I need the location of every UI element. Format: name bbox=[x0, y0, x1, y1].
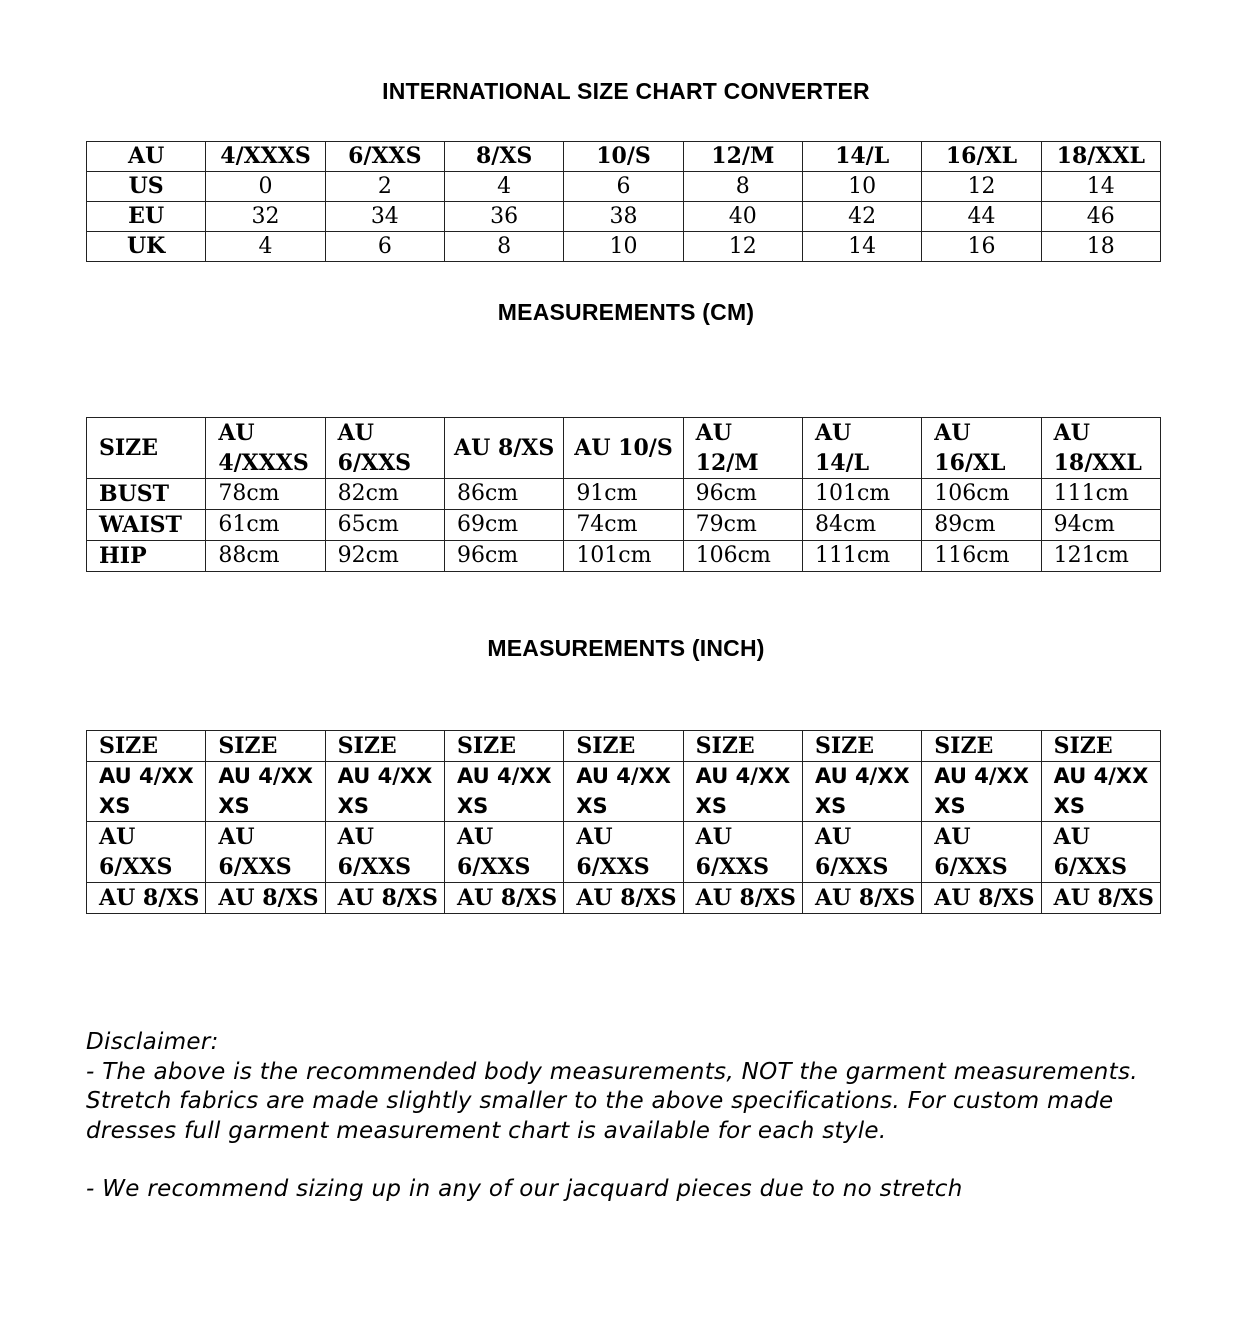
size-cell: 14 bbox=[802, 232, 921, 262]
size-cell: 18/XXL bbox=[1041, 142, 1160, 172]
cm-header-cell: SIZE bbox=[87, 418, 206, 479]
region-label-cell: UK bbox=[87, 232, 206, 262]
size-cell: 8 bbox=[683, 172, 802, 202]
measurement-value-cell: 111cm bbox=[1041, 479, 1160, 510]
disclaimer-paragraph-2: - We recommend sizing up in any of our jacquard pieces due to no stretch bbox=[86, 1176, 963, 1202]
converter-title: INTERNATIONAL SIZE CHART CONVERTER bbox=[382, 78, 870, 104]
measurement-value-cell: 84cm bbox=[802, 510, 921, 541]
inch-table-body bbox=[87, 731, 1161, 914]
inch-cell: AU 8/XS bbox=[325, 883, 444, 914]
measurement-value-cell: 96cm bbox=[683, 479, 802, 510]
converter-row bbox=[87, 232, 1161, 262]
inch-cell: SIZE bbox=[564, 731, 683, 762]
size-cell: 0 bbox=[206, 172, 325, 202]
cm-data-row bbox=[87, 479, 1161, 510]
size-cell: 10 bbox=[802, 172, 921, 202]
measurements-cm-title: MEASUREMENTS (CM) bbox=[497, 299, 755, 325]
inch-cell: SIZE bbox=[206, 731, 325, 762]
disclaimer-paragraph-1: - The above is the recommended body measurements, NOT the garment measurements. Stretch fabrics are made slightly smaller to the above specifications. For custom made dresses full garment measurement chart is available for each style. bbox=[86, 1058, 1138, 1144]
inch-cell: AU 8/XS bbox=[87, 883, 206, 914]
cm-header-cell: AU 6/XXS bbox=[325, 418, 444, 479]
inch-cell: AU 8/XS bbox=[802, 883, 921, 914]
size-cell: 6/XXS bbox=[325, 142, 444, 172]
inch-cell: AU 6/XXS bbox=[922, 822, 1041, 883]
disclaimer-heading: Disclaimer: bbox=[86, 1029, 219, 1055]
converter-row bbox=[87, 202, 1161, 232]
measurement-value-cell: 74cm bbox=[564, 510, 683, 541]
inch-cell: AU 6/XXS bbox=[802, 822, 921, 883]
size-cell: 46 bbox=[1041, 202, 1160, 232]
cm-header-cell: AU 4/XXXS bbox=[206, 418, 325, 479]
inch-cell: AU 8/XS bbox=[444, 883, 563, 914]
measurements-cm-table bbox=[86, 417, 1161, 572]
size-cell: 34 bbox=[325, 202, 444, 232]
measurement-value-cell: 111cm bbox=[802, 541, 921, 572]
measurement-value-cell: 116cm bbox=[922, 541, 1041, 572]
cm-header-cell: AU 12/M bbox=[683, 418, 802, 479]
inch-cell: AU 4/XXXS bbox=[683, 762, 802, 822]
inch-cell: AU 4/XXXS bbox=[564, 762, 683, 822]
measurement-label-cell: BUST bbox=[87, 479, 206, 510]
inch-row bbox=[87, 822, 1161, 883]
measurements-inch-title: MEASUREMENTS (INCH) bbox=[487, 635, 765, 661]
size-cell: 14/L bbox=[802, 142, 921, 172]
inch-cell: AU 6/XXS bbox=[206, 822, 325, 883]
inch-cell: AU 4/XXXS bbox=[922, 762, 1041, 822]
size-cell: 16/XL bbox=[922, 142, 1041, 172]
region-label-cell: US bbox=[87, 172, 206, 202]
measurement-label-cell: HIP bbox=[87, 541, 206, 572]
inch-cell: AU 6/XXS bbox=[683, 822, 802, 883]
measurement-value-cell: 94cm bbox=[1041, 510, 1160, 541]
measurement-value-cell: 91cm bbox=[564, 479, 683, 510]
size-cell: 8/XS bbox=[444, 142, 563, 172]
measurement-value-cell: 101cm bbox=[802, 479, 921, 510]
inch-cell: AU 8/XS bbox=[1041, 883, 1160, 914]
size-cell: 10/S bbox=[564, 142, 683, 172]
inch-cell: AU 6/XXS bbox=[444, 822, 563, 883]
inch-row bbox=[87, 731, 1161, 762]
measurement-value-cell: 101cm bbox=[564, 541, 683, 572]
inch-cell: SIZE bbox=[922, 731, 1041, 762]
measurement-value-cell: 82cm bbox=[325, 479, 444, 510]
size-cell: 6 bbox=[564, 172, 683, 202]
measurement-value-cell: 69cm bbox=[444, 510, 563, 541]
measurement-value-cell: 106cm bbox=[683, 541, 802, 572]
size-cell: 16 bbox=[922, 232, 1041, 262]
size-cell: 36 bbox=[444, 202, 563, 232]
size-cell: 42 bbox=[802, 202, 921, 232]
inch-cell: SIZE bbox=[87, 731, 206, 762]
converter-row bbox=[87, 142, 1161, 172]
inch-cell: SIZE bbox=[1041, 731, 1160, 762]
inch-row bbox=[87, 883, 1161, 914]
inch-cell: AU 4/XXXS bbox=[802, 762, 921, 822]
size-cell: 2 bbox=[325, 172, 444, 202]
region-label-cell: AU bbox=[87, 142, 206, 172]
inch-cell: AU 4/XXXS bbox=[444, 762, 563, 822]
size-cell: 44 bbox=[922, 202, 1041, 232]
size-cell: 4 bbox=[444, 172, 563, 202]
inch-cell: SIZE bbox=[325, 731, 444, 762]
measurement-value-cell: 65cm bbox=[325, 510, 444, 541]
inch-cell: AU 8/XS bbox=[206, 883, 325, 914]
inch-cell: AU 4/XXXS bbox=[325, 762, 444, 822]
measurement-value-cell: 121cm bbox=[1041, 541, 1160, 572]
inch-cell: AU 4/XXXS bbox=[206, 762, 325, 822]
measurement-value-cell: 78cm bbox=[206, 479, 325, 510]
size-cell: 12 bbox=[922, 172, 1041, 202]
size-cell: 40 bbox=[683, 202, 802, 232]
converter-table-body bbox=[87, 142, 1161, 262]
inch-row bbox=[87, 762, 1161, 822]
cm-header-row bbox=[87, 418, 1161, 479]
measurement-value-cell: 92cm bbox=[325, 541, 444, 572]
region-label-cell: EU bbox=[87, 202, 206, 232]
size-cell: 6 bbox=[325, 232, 444, 262]
size-cell: 4/XXXS bbox=[206, 142, 325, 172]
measurement-value-cell: 86cm bbox=[444, 479, 563, 510]
size-cell: 8 bbox=[444, 232, 563, 262]
inch-cell: AU 4/XXXS bbox=[1041, 762, 1160, 822]
size-cell: 32 bbox=[206, 202, 325, 232]
measurement-value-cell: 79cm bbox=[683, 510, 802, 541]
size-cell: 12/M bbox=[683, 142, 802, 172]
cm-header-cell: AU 8/XS bbox=[444, 418, 563, 479]
measurement-label-cell: WAIST bbox=[87, 510, 206, 541]
cm-header-cell: AU 18/XXL bbox=[1041, 418, 1160, 479]
measurement-value-cell: 106cm bbox=[922, 479, 1041, 510]
inch-cell: AU 8/XS bbox=[922, 883, 1041, 914]
inch-cell: AU 6/XXS bbox=[87, 822, 206, 883]
cm-header-cell: AU 14/L bbox=[802, 418, 921, 479]
disclaimer bbox=[86, 1028, 1206, 1205]
size-converter-table bbox=[86, 141, 1161, 262]
size-cell: 10 bbox=[564, 232, 683, 262]
cm-table-body bbox=[87, 418, 1161, 572]
cm-data-row bbox=[87, 541, 1161, 572]
size-cell: 4 bbox=[206, 232, 325, 262]
inch-cell: AU 4/XXXS bbox=[87, 762, 206, 822]
inch-cell: AU 8/XS bbox=[564, 883, 683, 914]
size-cell: 18 bbox=[1041, 232, 1160, 262]
measurement-value-cell: 89cm bbox=[922, 510, 1041, 541]
inch-cell: SIZE bbox=[444, 731, 563, 762]
size-cell: 38 bbox=[564, 202, 683, 232]
measurements-inch-table bbox=[86, 730, 1161, 914]
measurement-value-cell: 61cm bbox=[206, 510, 325, 541]
size-cell: 14 bbox=[1041, 172, 1160, 202]
inch-cell: SIZE bbox=[683, 731, 802, 762]
cm-header-cell: AU 16/XL bbox=[922, 418, 1041, 479]
inch-cell: AU 6/XXS bbox=[325, 822, 444, 883]
inch-cell: AU 8/XS bbox=[683, 883, 802, 914]
converter-row bbox=[87, 172, 1161, 202]
measurement-value-cell: 96cm bbox=[444, 541, 563, 572]
cm-data-row bbox=[87, 510, 1161, 541]
inch-cell: AU 6/XXS bbox=[564, 822, 683, 883]
inch-cell: SIZE bbox=[802, 731, 921, 762]
measurement-value-cell: 88cm bbox=[206, 541, 325, 572]
cm-header-cell: AU 10/S bbox=[564, 418, 683, 479]
inch-cell: AU 6/XXS bbox=[1041, 822, 1160, 883]
size-cell: 12 bbox=[683, 232, 802, 262]
